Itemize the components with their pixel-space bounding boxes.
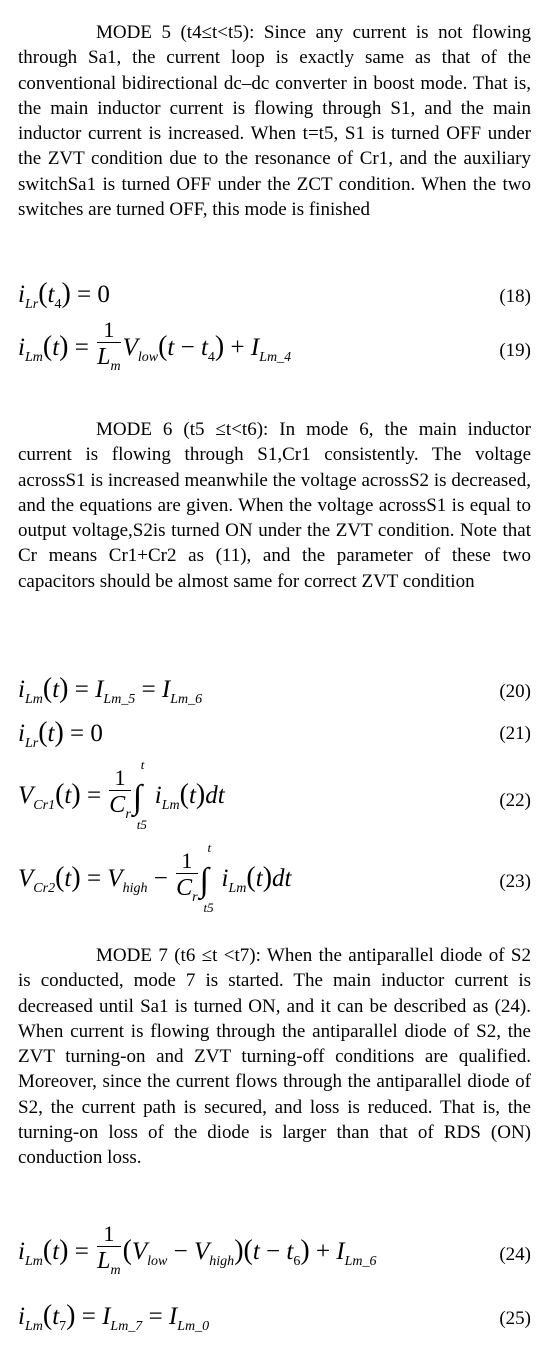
equation-24-body: $i_{Lm}(t)$ = $\frac{1}{L_m}$ $(V_{low} - V_{high})(t - t_6) + I_{Lm\_6}$ — [18, 1221, 377, 1278]
mode5-paragraph — [18, 20, 531, 222]
equation-20 — [18, 673, 531, 713]
equation-25 — [18, 1300, 531, 1340]
equation-20-body: $i_{Lm}(t) = I_{Lm\_5} = I_{Lm\_6}$ — [18, 673, 203, 707]
equation-24 — [18, 1222, 531, 1292]
equation-number: (25) — [499, 1308, 531, 1329]
equation-number: (20) — [499, 681, 531, 702]
equation-number: (24) — [499, 1244, 531, 1265]
equation-25-body: $i_{Lm}(t_7) = I_{Lm\_7} = I_{Lm\_0}$ — [18, 1300, 210, 1334]
equation-18-body: $i_{Lr}(t_4) = 0$ — [18, 278, 110, 312]
equation-22-body: $V_{Cr1}(t)$ = $\frac{1}{C_r}$ ∫ t t5 $i_{Lm}(t)dt$ — [18, 756, 225, 832]
equation-number: (23) — [499, 871, 531, 892]
mode7-text: MODE 7 (t6 ≤t <t7): When the antiparallel diode of S2 is conducted, mode 7 is started. The main inductor current is decreased until Sa1 is turned ON, and it can be described as (24). When current is flowing through the antiparallel diode of S2, the ZVT turning-on and ZVT turning-off conditions are qualified. Moreover, since the current flows through the antiparallel diode of S2, the current path is secured, and loss is reduced. That is, the turning-on loss of the diode is larger than that of RDS (ON) conduction loss. — [18, 945, 531, 1169]
mode6-text: MODE 6 (t5 ≤t<t6): In mode 6, the main inductor current is flowing through S1,Cr1 consistently. The voltage acrossS1 is increased meanwhile the voltage acrossS2 is decreased, and the equations are given. When the voltage acrossS1 is equal to output voltage,S2is turned ON under the ZVT condition. Note that Cr means Cr1+Cr2 as (11), and the parameter of these two capacitors should be almost same for correct ZVT condition — [18, 419, 531, 592]
equation-22 — [18, 756, 531, 837]
equation-19 — [18, 318, 531, 388]
mode5-text: MODE 5 (t4≤t<t5): Since any current is not flowing through Sa1, the current loop is exactly same as that of the conventional bidirectional dc–dc converter in boost mode. That is, the main inductor current is flowing through S1, and the main inductor current is increased. When t=t5, S1 is turned OFF under the ZVT condition due to the resonance of Cr1, and the auxiliary switchSa1 is turned OFF under the ZCT condition. When the two switches are turned OFF, this mode is finished — [18, 22, 531, 221]
equation-23 — [18, 839, 531, 920]
equation-number: (21) — [499, 723, 531, 744]
equation-number: (19) — [499, 340, 531, 361]
equation-21-body: $i_{Lr}(t) = 0$ — [18, 717, 103, 751]
equation-number: (18) — [499, 286, 531, 307]
equation-number: (22) — [499, 790, 531, 811]
equation-19-body: $i_{Lm}(t)$ = $\frac{1}{L_m}$ $V_{low}(t - t_4) + I_{Lm\_4}$ — [18, 317, 292, 374]
equation-21 — [18, 717, 531, 757]
equation-18 — [18, 278, 531, 318]
mode6-paragraph — [18, 417, 531, 594]
mode7-paragraph — [18, 943, 531, 1171]
equation-23-body: $V_{Cr2}(t) = V_{high}$ − $\frac{1}{C_r}$ ∫ t t5 $i_{Lm}(t)dt$ — [18, 839, 292, 915]
